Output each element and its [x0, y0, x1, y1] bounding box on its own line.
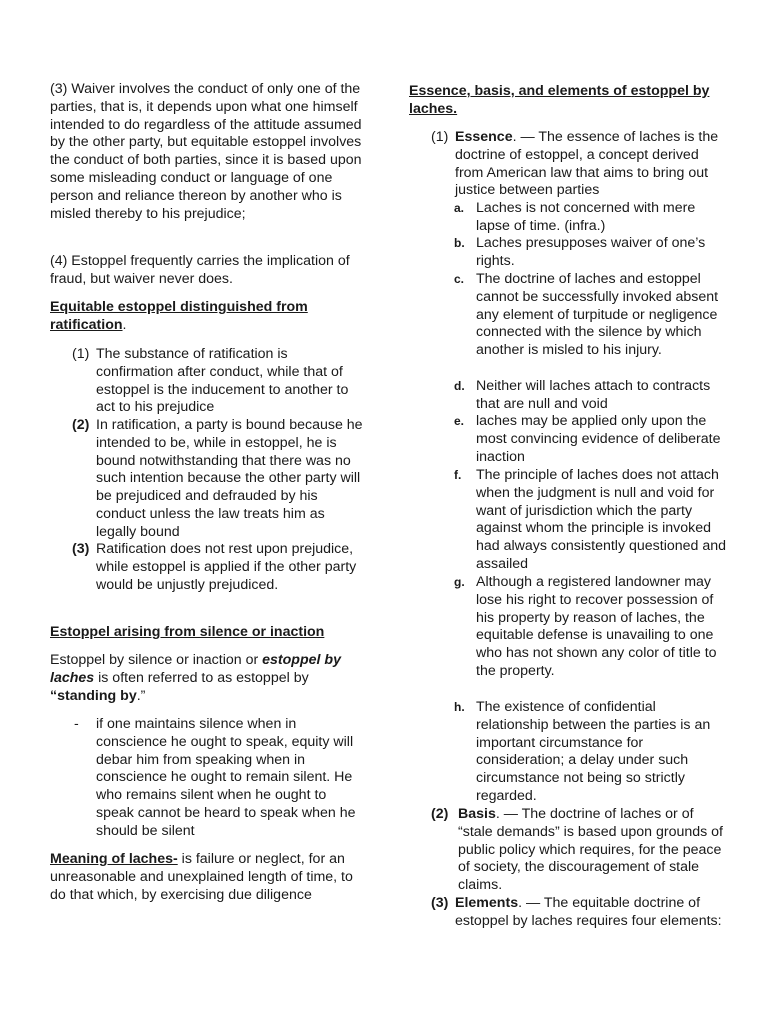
sub-item-e	[454, 413, 727, 466]
sub-item-f-text: The principle of laches does not attach when the judgment is null and void for want of jurisdiction which the party against whom the principle is invoked had always consistently questioned and assailed	[476, 467, 727, 572]
sub-item-g	[454, 574, 727, 681]
sub-item-f	[454, 467, 727, 574]
silence-heading	[50, 624, 360, 642]
silence-intro-b: is often referred to as estoppel by	[94, 669, 309, 686]
silence-intro-em: estoppel by laches	[50, 652, 341, 686]
sub-item-d-text: Neither will laches attach to contracts that are null and void	[476, 378, 711, 412]
sub-item-c-marker: c.	[454, 272, 465, 286]
sub-item-e-text: laches may be applied only upon the most convincing evidence of deliberate inaction	[476, 413, 721, 465]
sub-item-d-marker: d.	[454, 379, 465, 393]
ratification-heading	[50, 299, 340, 335]
ratification-item-2	[72, 417, 368, 542]
silence-dash-text: if one maintains silence when in conscience he ought to speak, equity will debar him from speaking when in conscience he ought to remain silent. He who remains silent when he ought to speak cannot be heard to speak when he should be silent	[96, 716, 356, 839]
essence-basis-heading-text: Essence, basis, and elements of estoppel by laches.	[409, 83, 710, 117]
silence-dash-item	[74, 716, 368, 841]
sub-item-b-text: Laches presupposes waiver of one’s rights.	[476, 235, 706, 269]
sub-item-a-marker: a.	[454, 201, 465, 215]
silence-intro-c: .”	[136, 687, 146, 704]
waiver-paragraph-3: (3) Waiver involves the conduct of only one of the parties, that is, it depends upon what one himself intended to do regardless of the attitude assumed by the other party, but equitable estoppel involves the conduct of both parties, since it is based upon some misleading conduct or language of one person and reliance thereon by another who is misled thereby to his prejudice;	[50, 81, 362, 222]
essence-item	[431, 129, 727, 200]
laches-meaning	[50, 851, 366, 904]
sub-item-e-marker: e.	[454, 414, 465, 428]
elements-marker: (3)	[431, 895, 449, 911]
sub-item-c	[454, 271, 727, 360]
basis-label: Basis	[458, 806, 496, 822]
laches-meaning-heading: Meaning of laches-	[50, 851, 178, 867]
elements-item	[431, 895, 727, 931]
sub-item-c-text: The doctrine of laches and estoppel cannot be successfully invoked absent any element of turpitude or negligence connected with the silence by which another is misled to his injury.	[476, 271, 719, 359]
essence-label: Essence	[455, 129, 513, 145]
elements-text: . — The equitable doctrine of estoppel by laches requires four elements:	[455, 895, 722, 929]
essence-marker: (1)	[431, 129, 449, 145]
sub-item-d	[454, 378, 727, 414]
silence-heading-text: Estoppel arising from silence or inaction	[50, 624, 325, 640]
basis-text: . — The doctrine of laches or of “stale demands” is based upon grounds of public policy which requires, for the peace of society, the discouragement of stale claims.	[458, 806, 723, 894]
laches-meaning-text: is failure or neglect, for an unreasonable and unexplained length of time, to do that which, by exercising due diligence	[50, 851, 353, 903]
silence-intro	[50, 652, 364, 705]
basis-item	[431, 806, 727, 895]
ratification-item-2-text: In ratification, a party is bound because he intended to be, while in estoppel, he is bound notwithstanding that there was no such intention because the other party will be prejudiced and defrauded by his conduct unless the law treats him as legally bound	[96, 417, 363, 540]
ratification-heading-text: Equitable estoppel distinguished from ratification	[50, 299, 308, 333]
ratification-item-3-marker: (3)	[72, 541, 90, 557]
ratification-item-3-text: Ratification does not rest upon prejudice, while estoppel is applied if the other party would be unjustly prejudiced.	[96, 541, 357, 593]
sub-item-b	[454, 235, 727, 271]
ratification-item-1	[72, 346, 368, 417]
ratification-item-1-text: The substance of ratification is confirmation after conduct, while that of estoppel is the inducement to another to act to his prejudice	[96, 346, 349, 416]
essence-basis-heading	[409, 83, 714, 119]
sub-item-h	[454, 699, 727, 806]
ratification-heading-suffix: .	[122, 316, 127, 333]
ratification-item-3	[72, 541, 368, 594]
ratification-item-1-marker: (1)	[72, 346, 90, 362]
sub-item-a-text: Laches is not concerned with mere lapse of time. (infra.)	[476, 200, 696, 234]
sub-item-b-marker: b.	[454, 236, 465, 250]
silence-intro-strong: “standing by	[50, 687, 137, 704]
sub-item-g-marker: g.	[454, 575, 465, 589]
elements-label: Elements	[455, 895, 519, 911]
sub-item-h-text: The existence of confidential relationship between the parties is an important circumstance for consideration; a delay under such circumstance not being so strictly regarded.	[476, 699, 711, 804]
silence-dash-marker: -	[74, 716, 79, 732]
essence-text: . — The essence of laches is the doctrine of estoppel, a concept derived from American law that aims to bring out justice between parties	[455, 129, 719, 199]
ratification-item-2-marker: (2)	[72, 417, 90, 433]
basis-marker: (2)	[431, 806, 449, 822]
sub-item-a	[454, 200, 727, 236]
sub-item-h-marker: h.	[454, 700, 465, 714]
sub-item-g-text: Although a registered landowner may lose his right to recover possession of his property by reason of laches, the equitable defense is unavailing to one who has not shown any color of title to the property.	[476, 574, 717, 679]
waiver-paragraph-4: (4) Estoppel frequently carries the implication of fraud, but waiver never does.	[50, 253, 350, 287]
silence-intro-a: Estoppel by silence or inaction or	[50, 652, 263, 668]
sub-item-f-marker: f.	[454, 468, 462, 482]
